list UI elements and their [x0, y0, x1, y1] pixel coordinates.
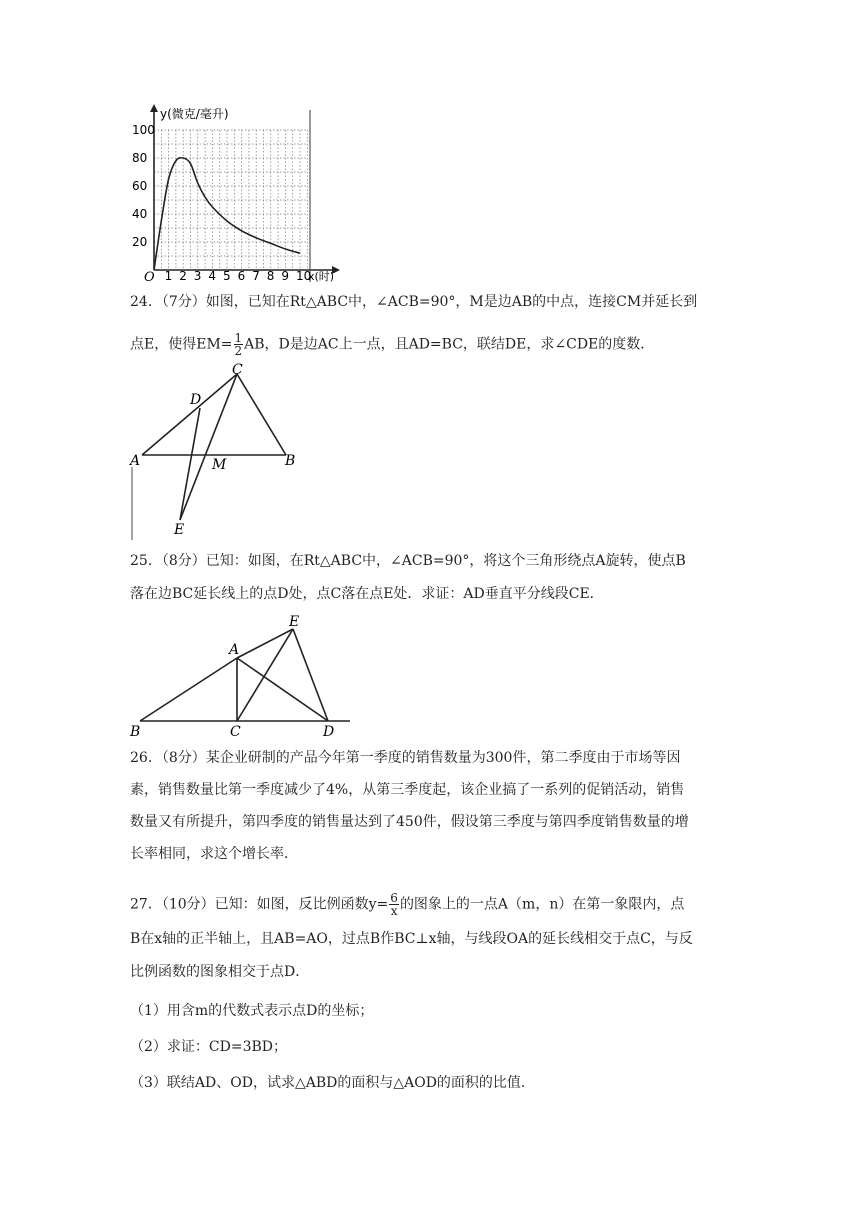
q25-line1: [130, 551, 735, 571]
q26-number: 26．: [130, 750, 162, 766]
q26-text-3: 数量又有所提升，第四季度的销售量达到了450件，假设第三季度与第四季度销售数量的增: [130, 814, 689, 830]
segment-AB: [140, 658, 237, 721]
q26-text-4: 长率相同，求这个增长率．: [130, 846, 298, 862]
q26-text-2: 素，销售数量比第一季度减少了4%，从第三季度起，该企业搞了一系列的促销活动，销售: [130, 782, 685, 798]
x-tick-labels: [165, 269, 312, 282]
q25-figure: [128, 612, 358, 740]
label-B: B: [130, 724, 141, 740]
q27-sub1: [130, 1001, 735, 1021]
q27-number: 27．: [130, 896, 162, 913]
label-C: C: [230, 724, 241, 740]
q27-sub3: [130, 1073, 735, 1093]
q27-sub2: [130, 1037, 735, 1057]
x-tick-label: 7: [252, 269, 260, 282]
x-tick-label: 10: [296, 269, 312, 282]
fraction-numerator: 1: [234, 331, 243, 345]
label-M: M: [212, 457, 227, 473]
q27-text-2: B在x轴的正半轴上，且AB=AO，过点B作BC⊥x轴，与线段OA的延长线相交于点C，与反: [130, 931, 693, 947]
q27-text-1b: 的图象上的一点A（m，n）在第一象限内，点: [399, 896, 685, 913]
q27-line3: [130, 962, 735, 982]
q24-number: 24．: [130, 294, 162, 310]
q24-text-2b: AB，D是边AC上一点，且AD=BC，联结DE，求∠CDE的度数．: [244, 336, 655, 353]
q24-line2: [130, 332, 735, 357]
y-tick-label: 60: [132, 179, 148, 193]
label-A: A: [229, 642, 240, 658]
label-D: D: [190, 392, 202, 408]
y-tick-label: 20: [132, 235, 148, 249]
q26-text-1: （8分）某企业研制的产品今年第一季度的销售数量为300件，第二季度由于市场等因: [161, 750, 681, 766]
q24-line1: [130, 292, 735, 312]
fraction-six-over-x: [389, 892, 399, 917]
y-tick-label: 40: [132, 207, 148, 221]
x-tick-label: 5: [223, 269, 231, 282]
segment-AC: [142, 374, 237, 455]
y-tick-label: 100: [132, 123, 155, 137]
q25-text-2: 落在边BC延长线上的点D处，点C落在点E处．求证：AD垂直平分线段CE．: [130, 586, 604, 602]
segment-CB: [237, 374, 286, 455]
fraction-one-half: [234, 332, 244, 357]
x-axis-label: x(时): [308, 270, 335, 282]
q24-text-1: （7分）如图，已知在Rt△ABC中，∠ACB=90°，M是边AB的中点，连接CM并延长到: [161, 294, 698, 310]
x-tick-label: 9: [281, 269, 290, 282]
x-tick-label: 2: [179, 269, 187, 282]
q25-number: 25．: [130, 553, 162, 569]
q24-text-2a: 点E，使得EM=: [130, 336, 233, 353]
y-axis-arrow: [150, 104, 158, 112]
q26-line1: [130, 748, 735, 768]
y-axis-label: y(微克/毫升): [160, 107, 229, 121]
x-tick-label: 3: [193, 269, 202, 282]
y-tick-label: 80: [132, 151, 148, 165]
q27-text-3: 比例函数的图象相交于点D．: [130, 964, 310, 980]
x-tick-label: 1: [164, 269, 173, 282]
q27-line1: [130, 892, 735, 917]
x-tick-label: 6: [237, 269, 246, 282]
q24-figure: [128, 362, 303, 540]
q27-text-1a: （10分）已知：如图，反比例函数y=: [161, 896, 389, 913]
x-tick-label: 4: [208, 269, 217, 282]
segment-AD: [237, 658, 328, 721]
y-tick-labels: [132, 123, 155, 249]
fraction-numerator: 6: [390, 891, 398, 905]
label-A: A: [130, 453, 141, 469]
origin-label: O: [144, 270, 155, 282]
q27-sub1-text: （1）用含m的代数式表示点D的坐标；: [130, 1003, 374, 1019]
label-E: E: [289, 614, 300, 630]
concentration-graph: [130, 100, 345, 282]
label-E: E: [174, 522, 185, 538]
q27-sub2-text: （2）求证：CD=3BD；: [130, 1039, 287, 1055]
segment-CE: [180, 374, 237, 520]
q26-line2: [130, 780, 735, 800]
q27-line2: [130, 929, 735, 949]
q27-sub3-text: （3）联结AD、OD，试求△ABD的面积与△AOD的面积的比值．: [130, 1075, 535, 1091]
q26-line3: [130, 812, 735, 832]
label-D: D: [323, 724, 335, 740]
q26-line4: [130, 844, 735, 864]
fraction-denominator: x: [390, 904, 398, 918]
segment-ED: [293, 629, 328, 721]
label-C: C: [232, 362, 243, 378]
q25-line2: [130, 584, 735, 604]
fraction-denominator: 2: [234, 344, 243, 358]
label-B: B: [285, 453, 296, 469]
segment-DE: [180, 408, 200, 520]
q25-text-1: （8分）已知：如图，在Rt△ABC中，∠ACB=90°，将这个三角形绕点A旋转，使点B: [161, 553, 686, 569]
x-tick-label: 8: [266, 269, 275, 282]
